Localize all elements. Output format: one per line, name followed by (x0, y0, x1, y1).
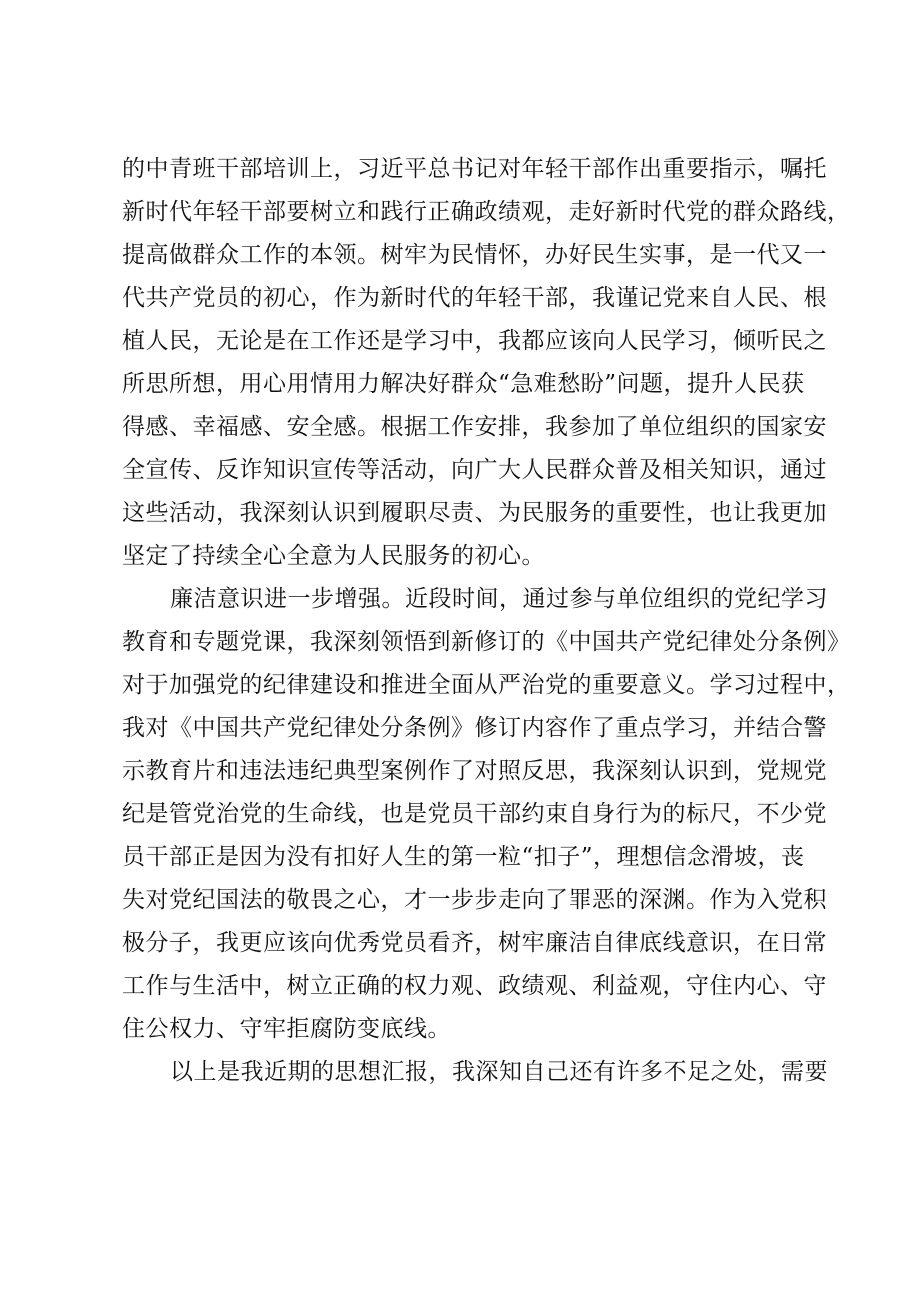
text-line: 示教育片和违法违纪典型案例作了对照反思，我深刻认识到，党规党 (122, 758, 827, 784)
document-body (122, 148, 851, 1094)
text-line: 所思所想，用心用情用力解决好群众“急难愁盼”问题，提升人民获 (122, 371, 805, 397)
text-line: 纪是管党治党的生命线，也是党员干部约束自身行为的标尺，不少党 (122, 801, 827, 827)
text-line: 我对《中国共产党纪律处分条例》修订内容作了重点学习，并结合警 (122, 715, 827, 741)
text-line: 的中青班干部培训上，习近平总书记对年轻干部作出重要指示，嘱托 (122, 156, 827, 182)
text-line: 坚定了持续全心全意为人民服务的初心。 (122, 543, 545, 569)
text-line: 工作与生活中，树立正确的权力观、政绩观、利益观，守住内心、守 (122, 973, 827, 999)
text-line: 全宣传、反诈知识宣传等活动，向广大人民群众普及相关知识，通过 (122, 457, 827, 483)
text-line: 植人民，无论是在工作还是学习中，我都应该向人民学习，倾听民之 (122, 328, 827, 354)
text-line: 住公权力、守牢拒腐防变底线。 (122, 1016, 451, 1042)
text-line: 极分子，我更应该向优秀党员看齐，树牢廉洁自律底线意识，在日常 (122, 930, 827, 956)
text-line: 员干部正是因为没有扣好人生的第一粒“扣子”，理想信念滑坡，丧 (122, 844, 805, 870)
paragraph-first-line: 廉洁意识进一步增强。近段时间，通过参与单位组织的党纪学习 (170, 586, 828, 612)
text-line: 这些活动，我深刻认识到履职尽责、为民服务的重要性，也让我更加 (122, 500, 827, 526)
text-line: 对于加强党的纪律建设和推进全面从严治党的重要意义。学习过程中， (122, 672, 851, 698)
text-line: 提高做群众工作的本领。树牢为民情怀，办好民生实事，是一代又一 (122, 242, 827, 268)
paragraph-first-line: 以上是我近期的思想汇报，我深知自己还有许多不足之处，需要 (170, 1059, 828, 1085)
text-line: 代共产党员的初心，作为新时代的年轻干部，我谨记党来自人民、根 (122, 285, 827, 311)
text-line: 教育和专题党课，我深刻领悟到新修订的《中国共产党纪律处分条例》 (122, 629, 851, 655)
text-line: 得感、幸福感、安全感。根据工作安排，我参加了单位组织的国家安 (122, 414, 827, 440)
text-line: 新时代年轻干部要树立和践行正确政绩观，走好新时代党的群众路线， (122, 199, 851, 225)
text-line: 失对党纪国法的敬畏之心，才一步步走向了罪恶的深渊。作为入党积 (122, 887, 827, 913)
